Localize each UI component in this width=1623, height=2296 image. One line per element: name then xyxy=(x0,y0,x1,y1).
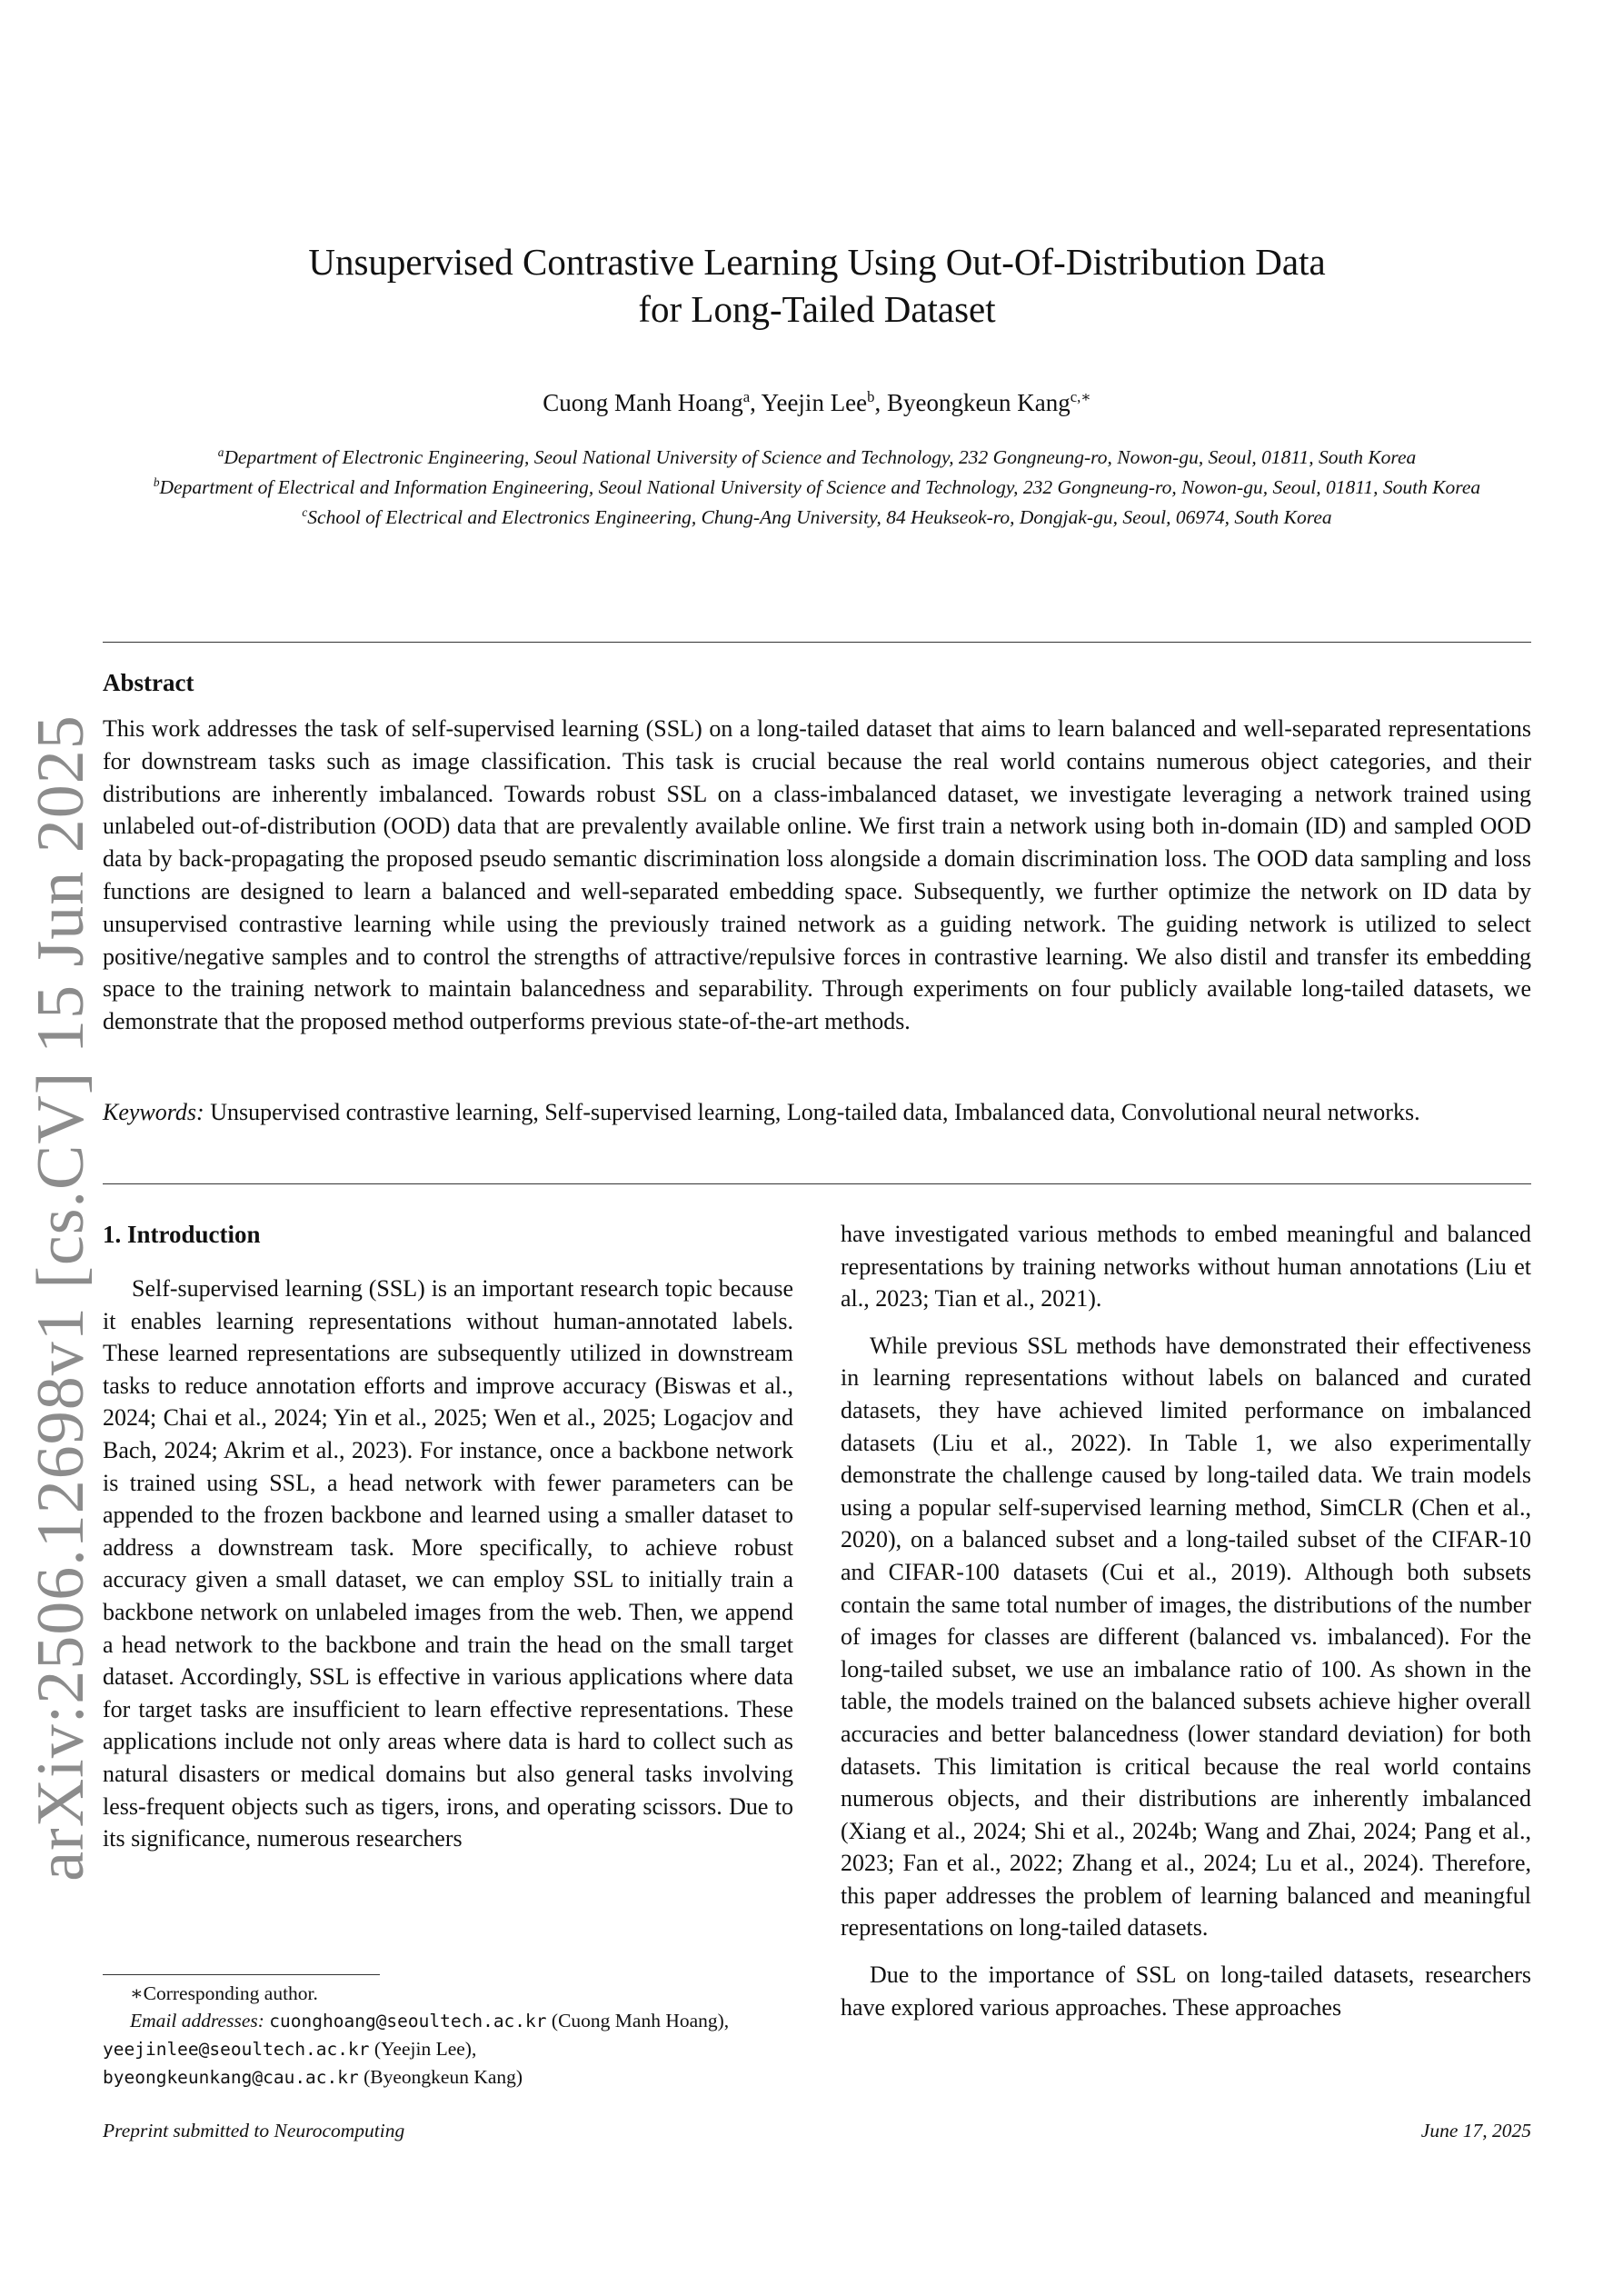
footnote-rule xyxy=(103,1974,380,1975)
affiliation xyxy=(103,500,1531,530)
affiliation-text: Department of Electronic Engineering, Seoul National University of Science and Technology, 232 Gongneung-ro, Nowon-gu, Seoul, 01811, South Korea xyxy=(224,446,1417,469)
left-column xyxy=(103,1218,793,1870)
email-note-cont xyxy=(103,2063,793,2091)
arxiv-stamp: arXiv:2506.12698v1 [cs.CV] 15 Jun 2025 xyxy=(24,714,98,1882)
paragraph: While previous SSL methods have demonstrated their effectiveness in learning representations without labels on balanced and curated datasets, they have achieved limited performance on imbalanced datasets (Liu et al., 2022). In Table 1, we also experimentally demonstrate the challenge caused by long-tailed data. We train models using a popular self-supervised learning method, SimCLR (Chen et al., 2020), on a balanced subset and a long-tailed subset of the CIFAR-10 and CIFAR-100 datasets (Cui et al., 2019). Although both subsets contain the same total number of images, the distributions of the number of images for classes are different (balanced vs. imbalanced). For the long-tailed subset, we use an imbalance ratio of 100. As shown in the table, the models trained on the balanced subsets achieve higher overall accuracies and better balancedness (lower standard deviation) for both datasets. This limitation is critical because the real world contains numerous objects, and their distributions are inherently imbalanced (Xiang et al., 2024; Shi et al., 2024b; Wang and Zhai, 2024; Pang et al., 2023; Fan et al., 2022; Zhang et al., 2024; Lu et al., 2024). Therefore, this paper addresses the problem of learning balanced and meaningful representations on long-tailed datasets. xyxy=(841,1332,1531,1942)
affiliation-mark: c xyxy=(302,505,308,520)
paragraph: Self-supervised learning (SSL) is an important research topic because it enables learning representations without human-annotated labels. These learned representations are subsequently utilized in downstream tasks to reduce annotation efforts and improve accuracy (Biswas et al., 2024; Chai et al., 2024; Yin et al., 2025; Wen et al., 2025; Logacjov and Bach, 2024; Akrim et al., 2023). For instance, once a backbone network is trained using SSL, a head network with fewer parameters can be appended to the frozen backbone and learned using a smaller dataset to address a downstream task. More specifically, to achieve robust accuracy given a small dataset, we can employ SSL to initially train a backbone network on unlabeled images from the web. Then, we append a head network to the backbone and train the head on the small target dataset. Accordingly, SSL is effective in various applications where data for target tasks are insufficient to learn effective representations. These applications include not only areas where data is hard to collect such as natural disasters or medical domains but also general tasks involving less-frequent objects such as tigers, irons, and operating scissors. Due to its significance, numerous researchers xyxy=(103,1275,793,1852)
email-link[interactable]: cuonghoang@seoultech.ac.kr xyxy=(269,2011,547,2031)
email-note xyxy=(103,2007,793,2035)
corresponding-author-note: ∗Corresponding author. xyxy=(130,1982,318,2004)
affiliation-mark: a xyxy=(217,445,224,459)
keywords-text: Unsupervised contrastive learning, Self-supervised learning, Long-tailed data, Imbalanced data, Convolutional neural networks. xyxy=(210,1099,1420,1125)
footnotes xyxy=(103,1980,793,2091)
abstract-text: This work addresses the task of self-supervised learning (SSL) on a long-tailed dataset that aims to learn balanced and well-separated representations for downstream tasks such as image classification. This task is crucial because the real world contains numerous object categories, and their distributions are inherently imbalanced. Towards robust SSL on a class-imbalanced dataset, we investigate leveraging a network trained using unlabeled out-of-distribution (OOD) data that are prevalently available online. We first train a network using both in-domain (ID) and sampled OOD data by back-propagating the proposed pseudo semantic discrimination loss alongside a domain discrimination loss. The OOD data sampling and loss functions are designed to learn a balanced and well-separated embedding space. Subsequently, we further optimize the network on ID data by unsupervised contrastive learning while using the previously trained network as a guiding network. The guiding network is utilized to select positive/negative samples and to control the strengths of attractive/repulsive forces in contrastive learning. We also distil and transfer its embedding space to the training network to maintain balancedness and separability. Through experiments on four publicly available long-tailed datasets, we demonstrate that the proposed method outperforms previous state-of-the-art methods. xyxy=(103,715,1531,1035)
author-mark: b xyxy=(867,388,875,405)
abstract-heading: Abstract xyxy=(103,669,194,696)
affiliations xyxy=(103,440,1531,530)
author-mark: c,∗ xyxy=(1070,388,1091,405)
email-link[interactable]: byeongkeunkang@cau.ac.kr xyxy=(103,2067,359,2088)
affiliation-text: Department of Electrical and Information Engineering, Seoul National University of Science and Technology, 232 Gongneung-ro, Nowon-gu, Seoul, 01811, South Korea xyxy=(159,476,1481,499)
title-line-2: for Long-Tailed Dataset xyxy=(638,288,996,330)
title-line-1: Unsupervised Contrastive Learning Using Out-Of-Distribution Data xyxy=(308,241,1326,283)
abstract-bottom-rule xyxy=(103,1183,1531,1184)
affiliation-mark: b xyxy=(153,475,160,490)
email-link[interactable]: yeejinlee@seoultech.ac.kr xyxy=(103,2039,370,2060)
keywords-label: Keywords: xyxy=(103,1099,204,1125)
footer-date: June 17, 2025 xyxy=(1420,2120,1531,2141)
email-note-cont xyxy=(103,2035,793,2063)
affiliation xyxy=(103,440,1531,470)
right-column xyxy=(841,1218,1531,2038)
email-owner: (Cuong Manh Hoang), xyxy=(551,2010,730,2031)
email-label: Email addresses: xyxy=(130,2010,264,2031)
paragraph: Due to the importance of SSL on long-tailed datasets, researchers have explored various approaches. These approaches xyxy=(841,1962,1531,2021)
email-owner: (Yeejin Lee), xyxy=(373,2038,477,2060)
author-list: Cuong Manh Hoang$^a$, Yeejin Lee$^b$, Byeongkeun Kang$^{c,∗}$ xyxy=(543,388,1091,416)
section-heading: 1. Introduction xyxy=(103,1221,261,1248)
email-owner: (Byeongkeun Kang) xyxy=(363,2066,523,2088)
author-mark: a xyxy=(742,388,751,405)
author-name: Byeongkeun Kang xyxy=(887,389,1070,416)
paragraph: have investigated various methods to embed meaningful and balanced representations by training networks without human annotations (Liu et al., 2023; Tian et al., 2021). xyxy=(841,1221,1531,1313)
paper-title xyxy=(103,238,1531,333)
footer-journal: Preprint submitted to Neurocomputing xyxy=(103,2120,405,2141)
affiliation-text: School of Electrical and Electronics Engineering, Chung-Ang University, 84 Heukseok-ro, Dongjak-gu, Seoul, 06974, South Korea xyxy=(307,506,1332,529)
author-name: Cuong Manh Hoang xyxy=(543,389,743,416)
affiliation xyxy=(103,470,1531,500)
keywords xyxy=(103,1096,1531,1129)
author-name: Yeejin Lee xyxy=(761,389,868,416)
top-rule xyxy=(103,642,1531,643)
